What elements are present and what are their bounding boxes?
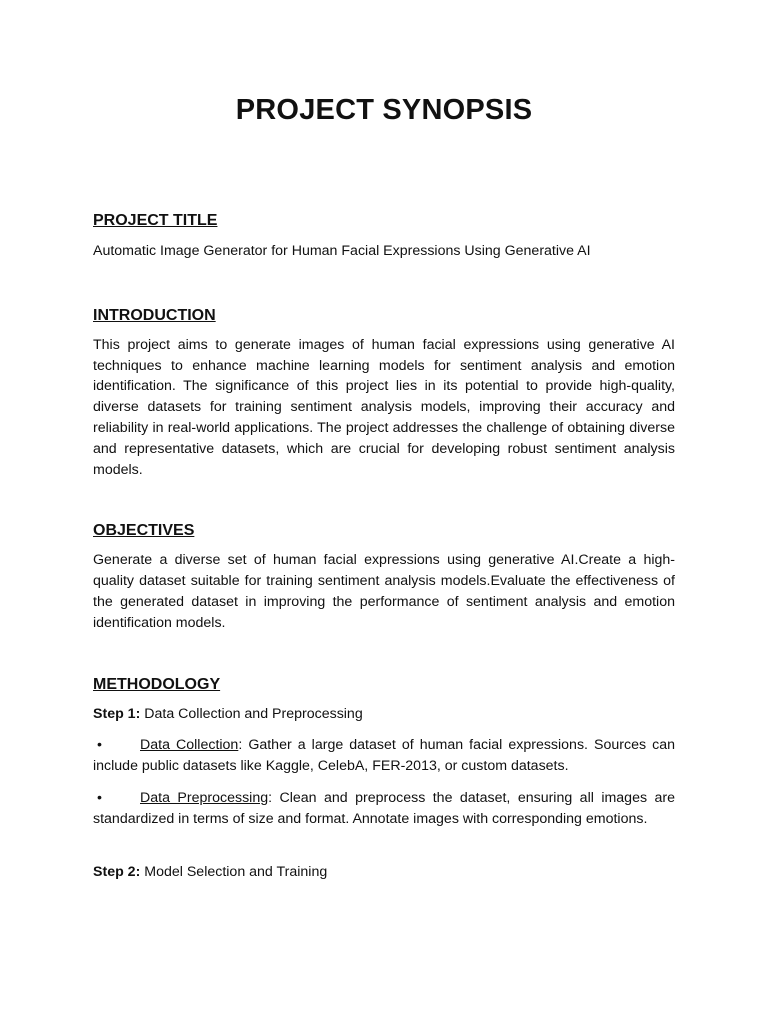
step-2-line <box>93 862 675 883</box>
project-title-heading: PROJECT TITLE <box>93 212 218 229</box>
step-2-text: Model Selection and Training <box>144 863 328 880</box>
methodology-section <box>93 674 675 883</box>
step-1-text: Data Collection and Preprocessing <box>144 705 363 722</box>
document-title: PROJECT SYNOPSIS <box>235 94 533 126</box>
objectives-section <box>93 520 675 633</box>
bullet-term: Data Collection <box>140 737 239 754</box>
bullet-text: : Clean and preprocess the dataset, ensuring all images are standardized in terms of size and format. Annotate images with corresponding emotions. <box>93 789 675 827</box>
project-title-section <box>93 210 675 262</box>
bullet-item <box>93 735 675 777</box>
step-1-line <box>93 704 675 725</box>
methodology-heading: METHODOLOGY <box>93 675 221 693</box>
introduction-text: This project aims to generate images of human facial expressions using generative AI techniques to enhance machine learning models for sentiment analysis and emotion identification. The significance of this project lies in its potential to provide high-quality, diverse datasets for training sentiment analysis models, improving their accuracy and reliability in real-world applications. The project addresses the challenge of obtaining diverse and representative datasets, which are crucial for developing robust sentiment analysis models. <box>93 336 675 478</box>
introduction-section <box>93 305 675 481</box>
bullet-text: : Gather a large dataset of human facial expressions. Sources can include public datasets like Kaggle, CelebA, FER-2013, or custom datasets. <box>93 737 676 775</box>
objectives-text: Generate a diverse set of human facial expressions using generative AI.Create a high-quality dataset suitable for training sentiment analysis models.Evaluate the effectiveness of the generated dataset in improving the performance of sentiment analysis and emotion identification models. <box>93 552 675 631</box>
project-title-text: Automatic Image Generator for Human Facial Expressions Using Generative AI <box>93 243 591 259</box>
bullet-icon: • <box>97 737 102 754</box>
bullet-term: Data Preprocessing <box>140 789 269 806</box>
bullet-icon: • <box>97 789 102 806</box>
step-1-label: Step 1: <box>93 705 141 722</box>
bullet-item <box>93 788 675 830</box>
step-2-label: Step 2: <box>93 863 141 880</box>
objectives-heading: OBJECTIVES <box>93 522 195 540</box>
introduction-heading: INTRODUCTION <box>93 306 216 324</box>
